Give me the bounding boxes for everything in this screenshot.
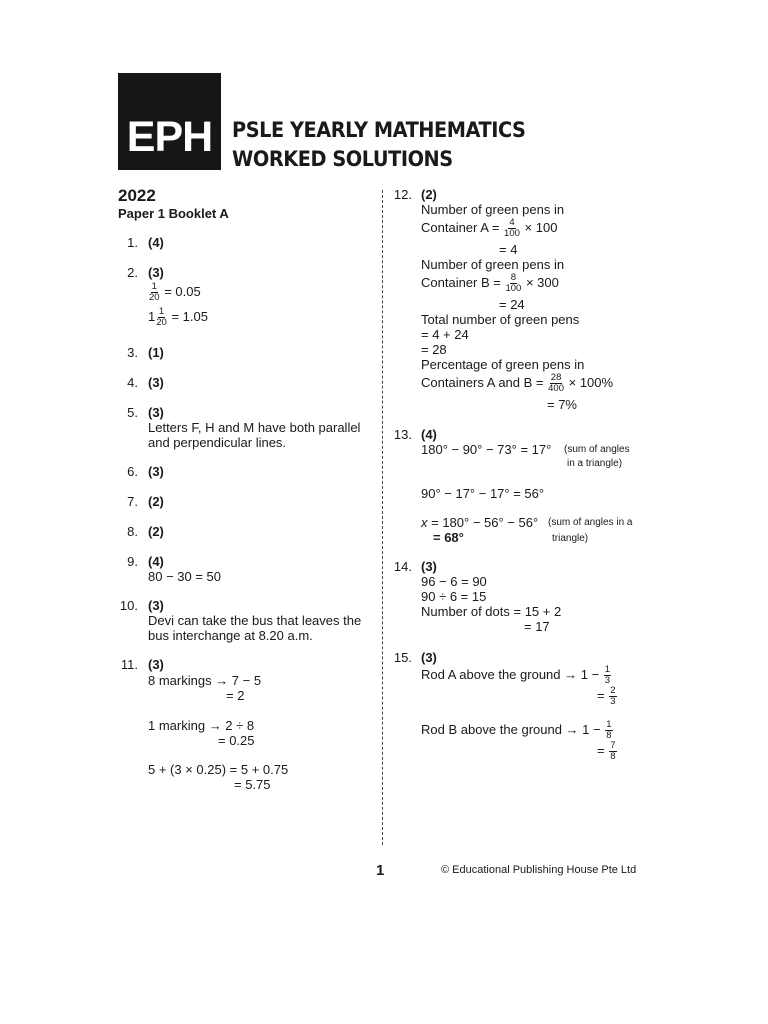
q13-note-1b: in a triangle) (567, 458, 623, 469)
q9-answer: (4) (148, 554, 164, 569)
q6-number: 6. (127, 464, 138, 479)
q13-line-3 (421, 515, 538, 531)
q13-line-1: 180° − 90° − 73° = 17° (421, 442, 552, 457)
q14-answer: (3) (421, 559, 437, 574)
q2-working-2 (148, 307, 208, 328)
q12-fracA-num: 4 (509, 217, 515, 228)
q5-answer: (3) (148, 405, 164, 420)
q13-note-3b: triangle) (552, 533, 589, 544)
q4-number: 4. (127, 375, 138, 390)
q15-rodB-frac-den: 8 (606, 730, 612, 741)
q14-line-4: = 17 (524, 619, 550, 634)
q5-number: 5. (127, 405, 138, 420)
q12-line-8: = 4 + 24 (421, 327, 469, 342)
q3-number: 3. (127, 345, 138, 360)
q15-rodB-result-num: 7 (610, 740, 616, 751)
q13-note-3a: (sum of angles in a (548, 517, 633, 528)
q15-rodB-result-den: 8 (610, 751, 616, 762)
q11-line-2: = 2 (226, 688, 245, 703)
q9-number: 9. (127, 554, 138, 569)
q7-answer: (2) (148, 494, 164, 509)
q2-mixed-num: 1 (158, 306, 165, 317)
q15-line-2 (421, 720, 614, 741)
q15-line-1-result (597, 686, 618, 707)
q2-frac1-result: = 0.05 (164, 283, 201, 299)
q13-x-var: x (421, 515, 428, 530)
q12-containerA-mult: × 100 (524, 219, 558, 235)
copyright-notice: © Educational Publishing House Pte Ltd (441, 864, 637, 876)
q11-line-6: = 5.75 (234, 777, 271, 792)
q15-rodA-text: Rod A above the ground → 1 − (421, 666, 600, 682)
q1-answer: (4) (148, 235, 164, 250)
q12-line-10: Percentage of green pens in (421, 357, 585, 372)
q12-line-4: Number of green pens in (421, 257, 565, 272)
q12-answer: (2) (421, 187, 437, 202)
q2-frac1-den: 20 (149, 292, 160, 303)
q15-rodA-frac-den: 3 (604, 675, 611, 686)
q5-line-2: and perpendicular lines. (148, 435, 287, 450)
q2-mixed-result: = 1.05 (171, 308, 208, 324)
q12-containerA-label: Container A = (421, 219, 500, 235)
q11-number: 11. (120, 657, 138, 672)
q2-frac1-num: 1 (151, 281, 157, 292)
q5-line-1: Letters F, H and M have both parallel (148, 420, 361, 435)
booklet-label: Paper 1 Booklet A (118, 206, 229, 221)
q12-fracB-num: 8 (510, 272, 517, 283)
q13-note-1a: (sum of angles (564, 444, 630, 455)
q12-fracC-den: 400 (548, 383, 564, 394)
q2-mixed-den: 20 (156, 317, 167, 328)
q10-line-2: bus interchange at 8.20 a.m. (148, 628, 313, 643)
q14-line-3: Number of dots = 15 + 2 (421, 604, 562, 619)
q11-line-3: 1 marking → 2 ÷ 8 (148, 718, 255, 733)
q15-number: 15. (393, 650, 412, 665)
q15-line-2-result (597, 741, 618, 762)
q10-answer: (3) (148, 598, 164, 613)
q12-total-label: Containers A and B = (421, 374, 544, 390)
q11-line-5: 5 + (3 × 0.25) = 5 + 0.75 (148, 762, 289, 777)
q8-answer: (2) (148, 524, 164, 539)
q15-rodA-result-den: 3 (610, 696, 616, 707)
title-line-2: WORKED SOLUTIONS (232, 147, 453, 171)
eph-logo (118, 73, 221, 170)
q12-line-1: Number of green pens in (421, 202, 565, 217)
q10-number: 10. (119, 598, 138, 613)
q13-line-4: = 68° (433, 530, 464, 545)
q15-rodB-equals: = (597, 742, 605, 758)
q12-total-mult: × 100% (568, 374, 614, 390)
q15-line-1 (421, 665, 612, 686)
q14-line-1: 96 − 6 = 90 (421, 574, 487, 589)
q12-line-7: Total number of green pens (421, 312, 580, 327)
q13-line-3-expr: = 180° − 56° − 56° (427, 515, 539, 530)
column-divider (382, 190, 383, 845)
q4-answer: (3) (148, 375, 164, 390)
q15-answer: (3) (421, 650, 437, 665)
q12-number: 12. (393, 187, 412, 202)
q15-rodA-result-num: 2 (610, 685, 616, 696)
q2-answer: (3) (148, 265, 164, 280)
q10-line-1: Devi can take the bus that leaves the (148, 613, 362, 628)
q11-line-4: = 0.25 (218, 733, 255, 748)
q15-rodB-frac-num: 1 (606, 719, 612, 730)
q12-line-9: = 28 (421, 342, 447, 357)
q12-fracA-den: 100 (504, 228, 520, 239)
q13-line-2: 90° − 17° − 17° = 56° (421, 486, 545, 501)
q11-answer: (3) (148, 657, 164, 672)
q2-mixed-whole: 1 (148, 308, 156, 324)
q14-number: 14. (393, 559, 412, 574)
q9-line-1: 80 − 30 = 50 (148, 569, 222, 584)
q2-working-1 (148, 282, 201, 303)
q12-containerB-label: Container B = (421, 274, 501, 290)
q3-answer: (1) (148, 345, 164, 360)
title-line-1: PSLE YEARLY MATHEMATICS (232, 118, 526, 142)
q12-line-12: = 7% (547, 397, 577, 412)
q14-line-2: 90 ÷ 6 = 15 (421, 589, 487, 604)
q12-line-5 (421, 273, 559, 294)
q7-number: 7. (127, 494, 138, 509)
q12-fracC-num: 28 (550, 372, 562, 383)
q13-number: 13. (393, 427, 412, 442)
q12-line-3: = 4 (499, 242, 518, 257)
q15-rodB-text: Rod B above the ground → 1 − (421, 721, 601, 737)
q12-containerB-mult: × 300 (525, 274, 559, 290)
q13-answer: (4) (421, 427, 437, 442)
q12-line-11 (421, 373, 613, 394)
q6-answer: (3) (148, 464, 164, 479)
logo-text: EPH (126, 113, 213, 161)
q8-number: 8. (127, 524, 138, 539)
paper-year: 2022 (118, 186, 156, 205)
q12-fracB-den: 100 (505, 283, 522, 294)
q15-rodA-equals: = (597, 687, 605, 703)
q2-number: 2. (127, 265, 138, 280)
q12-line-6: = 24 (499, 297, 525, 312)
q11-line-1: 8 markings → 7 − 5 (148, 673, 262, 688)
page-number: 1 (376, 862, 385, 879)
q1-number: 1. (127, 235, 138, 250)
q12-line-2 (421, 218, 557, 239)
q15-rodA-frac-num: 1 (604, 664, 611, 675)
